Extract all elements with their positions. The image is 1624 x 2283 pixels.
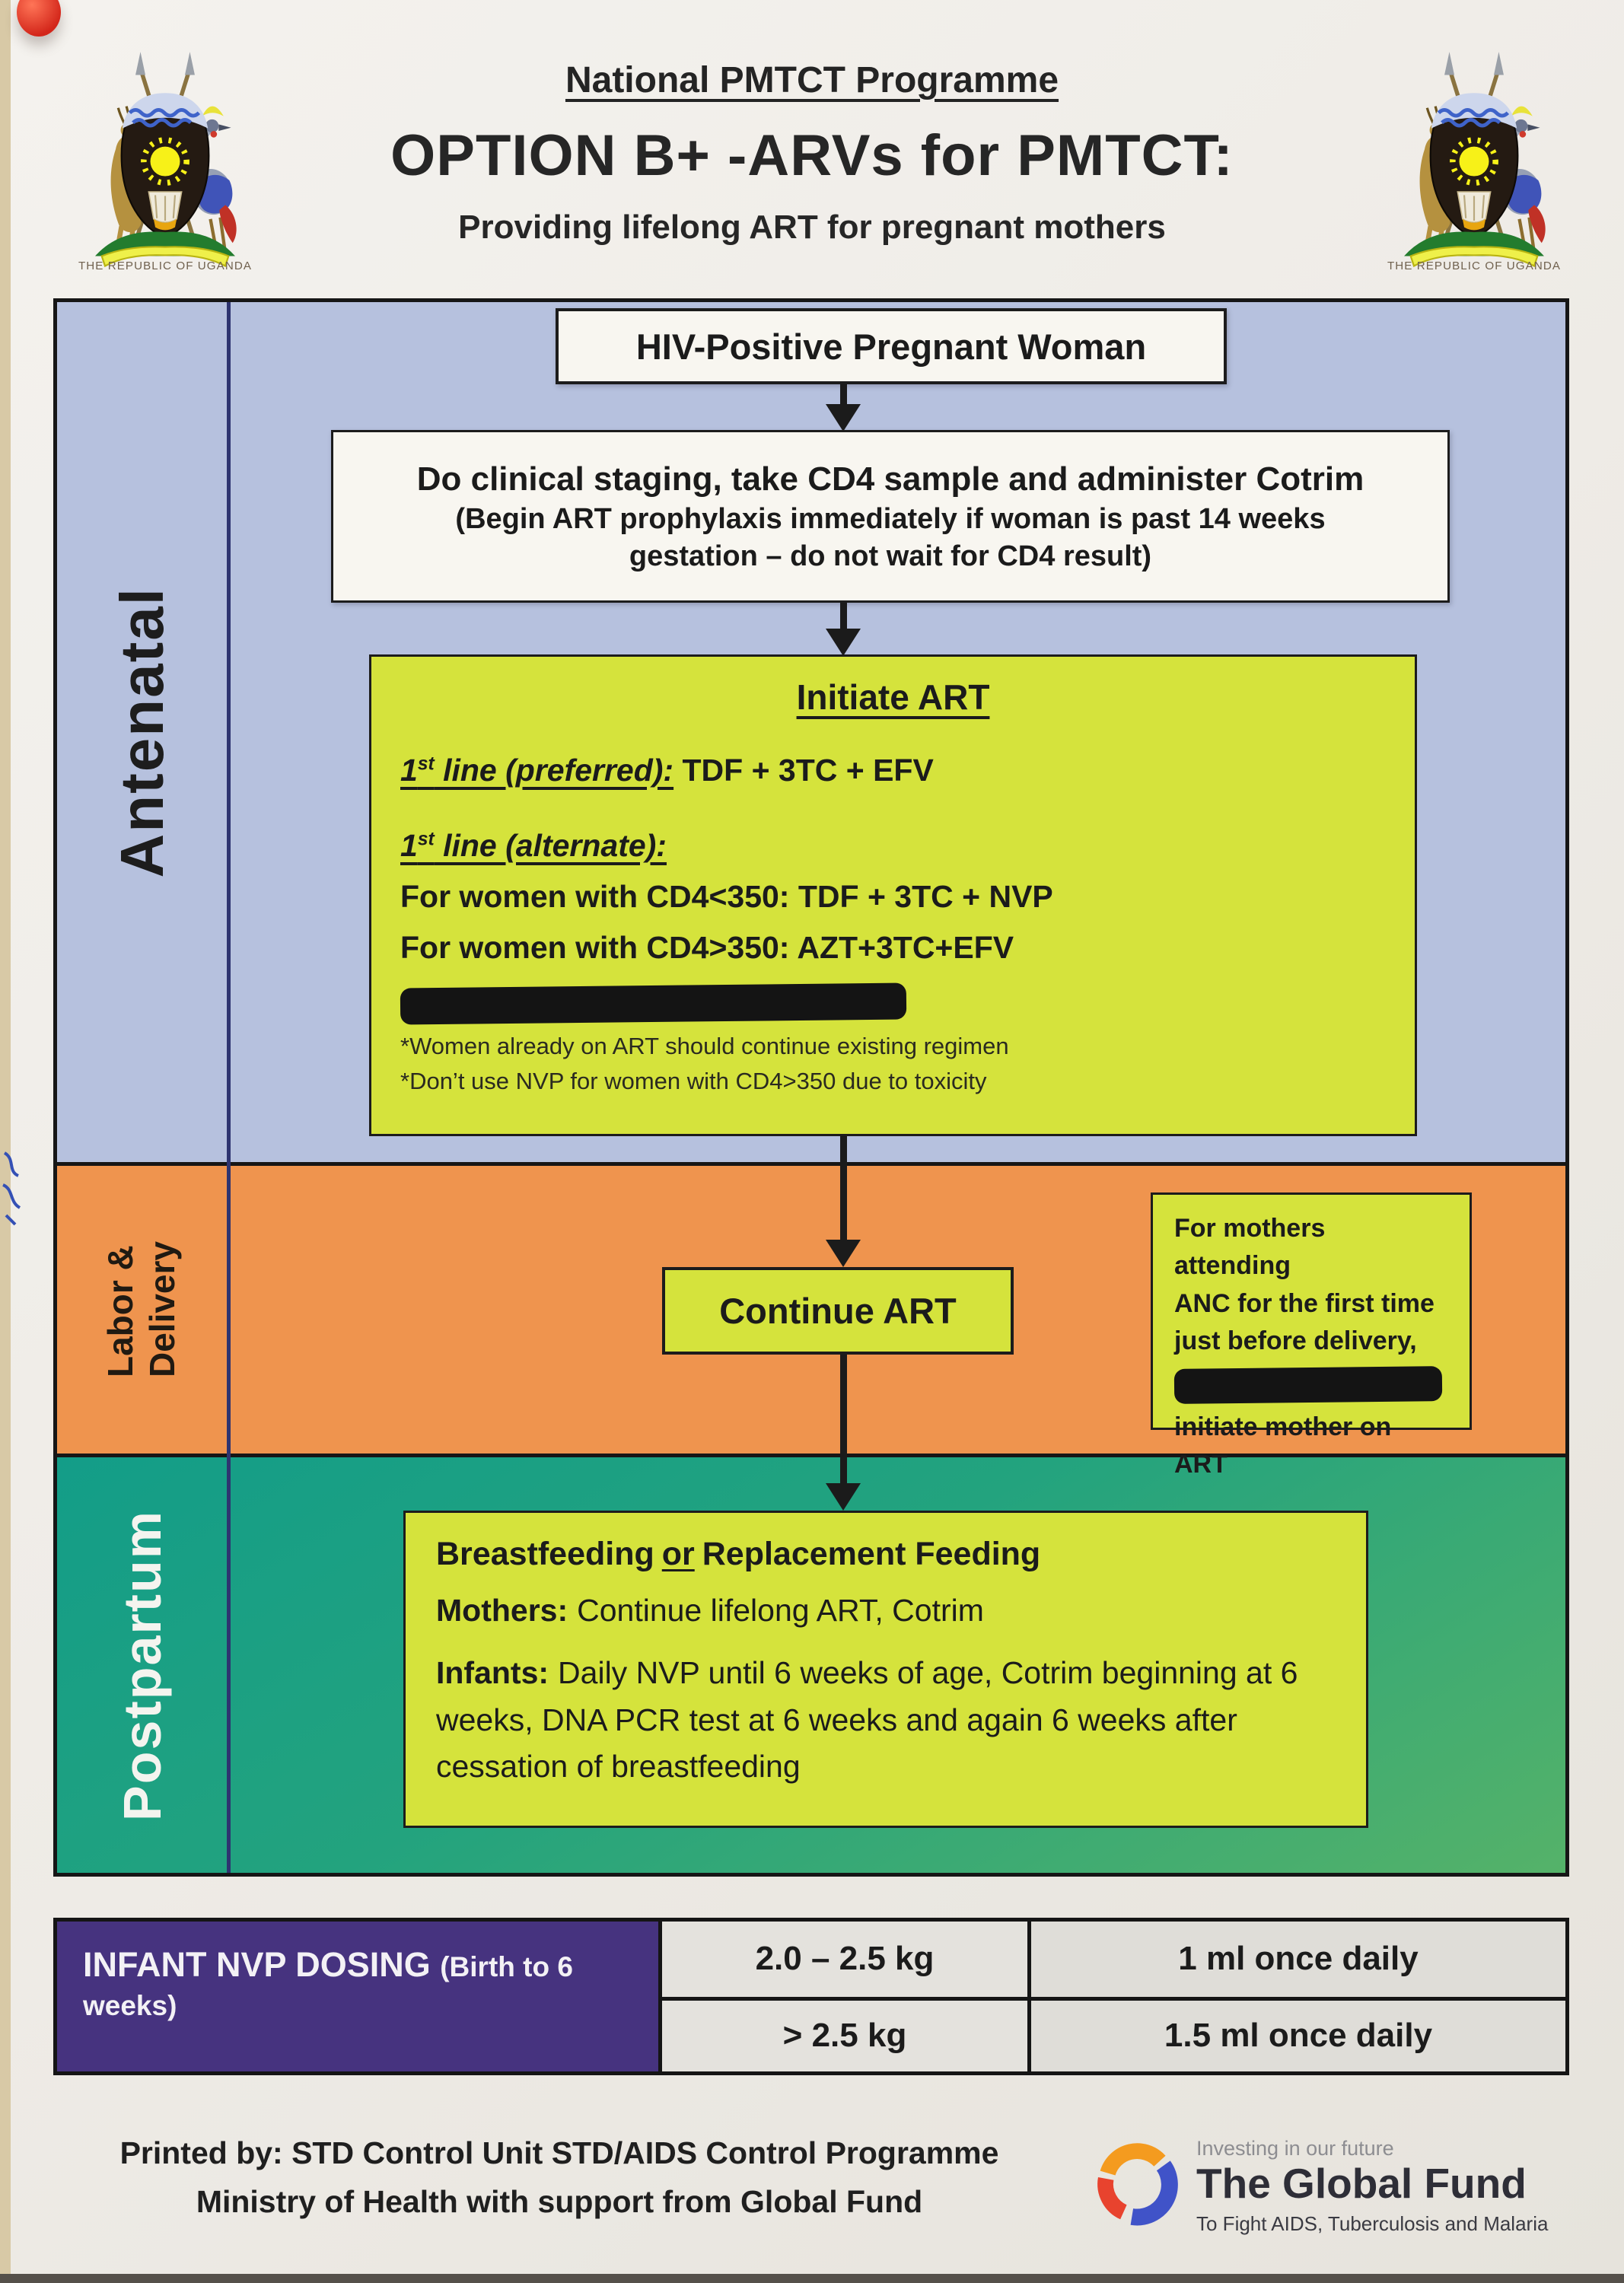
- poster-header: [0, 0, 1624, 298]
- side-box-line3: just before delivery,: [1174, 1326, 1417, 1355]
- weight-cell: > 2.5 kg: [658, 1997, 1027, 2072]
- programme-title: National PMTCT Programme: [565, 60, 1059, 100]
- poster-footer: [0, 2129, 1624, 2236]
- infants-label: Infants:: [436, 1655, 549, 1690]
- first-line-preferred: [400, 753, 1386, 788]
- ordinal-suffix: st: [417, 829, 435, 850]
- flow-arrow-4: [826, 1355, 861, 1511]
- feeding-title-part2: Replacement Feeding: [702, 1536, 1041, 1572]
- emblem-caption: THE REPUBLIC OF UGANDA: [78, 259, 253, 271]
- photo-edge-bottom: [0, 2274, 1624, 2283]
- mothers-label: Mothers:: [436, 1593, 568, 1628]
- preferred-regimen: TDF + 3TC + EFV: [682, 753, 934, 788]
- antenatal-label-column: [57, 302, 227, 1162]
- continue-art-box: [662, 1267, 1014, 1355]
- postpartum-label-column: [57, 1457, 227, 1873]
- flowchart: [53, 298, 1569, 1877]
- photo-edge-left: [0, 0, 11, 2283]
- redacted-text-bar: [1174, 1366, 1442, 1404]
- labor-label-line2: Delivery: [142, 1241, 183, 1378]
- ordinal-number: 1: [400, 753, 418, 788]
- side-box-line2: ANC for the first time: [1174, 1288, 1435, 1318]
- dosing-header-paren: (Birth to 6 weeks): [83, 1951, 573, 2021]
- labor-delivery-label: [100, 1241, 183, 1377]
- printed-by-text: [53, 2129, 1065, 2226]
- global-fund-subtitle: To Fight AIDS, Tuberculosis and Malaria: [1196, 2211, 1549, 2235]
- global-fund-icon: [1088, 2137, 1181, 2230]
- infants-text: Daily NVP until 6 weeks of age, Cotrim beginning at 6 weeks, DNA PCR test at 6 weeks and again 6 weeks after cessation of breastfeeding: [436, 1655, 1298, 1784]
- dose-cell: 1.5 ml once daily: [1027, 1997, 1565, 2072]
- staging-line1: Do clinical staging, take CD4 sample and administer Cotrim: [416, 460, 1364, 498]
- infant-nvp-dosing-table: [53, 1918, 1569, 2075]
- flow-arrow-1: [826, 384, 861, 431]
- uganda-coat-of-arms: [1379, 50, 1569, 271]
- global-fund-tagline: Investing in our future: [1196, 2137, 1394, 2160]
- printed-line1: Printed by: STD Control Unit STD/AIDS Control Programme: [119, 2135, 999, 2170]
- side-box-line1: For mothers attending: [1174, 1214, 1326, 1281]
- continue-art-text: Continue ART: [719, 1291, 957, 1331]
- labor-label-line1: Labor &: [100, 1245, 141, 1378]
- preferred-label: line (preferred):: [434, 753, 674, 788]
- ordinal-number: 1: [400, 828, 418, 863]
- page-subtitle: Providing lifelong ART for pregnant mothers: [458, 209, 1166, 246]
- postpartum-label: Postpartum: [112, 1509, 172, 1821]
- clinical-staging-box: [331, 430, 1450, 603]
- dose-cell: 1 ml once daily: [1027, 1922, 1565, 1997]
- label-column-divider: [227, 302, 231, 1873]
- side-box-line4: initiate mother on ART: [1174, 1412, 1392, 1479]
- dosing-header-main: INFANT NVP DOSING: [83, 1945, 441, 1984]
- antenatal-label: Antenatal: [107, 586, 176, 878]
- pen-scribble: [0, 1145, 33, 1229]
- anc-late-attendance-box: [1151, 1192, 1472, 1479]
- flow-arrow-3: [826, 1136, 861, 1267]
- global-fund-name: The Global Fund: [1196, 2160, 1527, 2207]
- redacted-text-bar: [400, 983, 906, 1025]
- flow-arrow-2: [826, 603, 861, 656]
- initiate-art-title: Initiate ART: [796, 677, 990, 717]
- hiv-box-text: HIV-Positive Pregnant Woman: [635, 326, 1147, 367]
- first-line-alternate: [400, 828, 1386, 864]
- footnote-existing-regimen: *Women already on ART should continue existing regimen: [400, 1033, 1009, 1059]
- emblem-caption: THE REPUBLIC OF UGANDA: [1387, 259, 1562, 271]
- dosing-table-header-cell: [57, 1922, 658, 2071]
- alternate-regimen-low-cd4: For women with CD4<350: TDF + 3TC + NVP: [400, 879, 1053, 914]
- printed-line2: Ministry of Health with support from Global Fund: [196, 2183, 923, 2219]
- labor-label-column: [57, 1166, 227, 1454]
- ordinal-suffix: st: [417, 753, 435, 775]
- feeding-title-part1: Breastfeeding: [436, 1536, 654, 1572]
- mothers-instruction: [436, 1593, 1336, 1629]
- global-fund-logo: [1088, 2137, 1548, 2236]
- breastfeeding-box: [403, 1511, 1368, 1828]
- footnote-nvp-toxicity: *Don’t use NVP for women with CD4>350 due to toxicity: [400, 1068, 987, 1094]
- hiv-positive-pregnant-woman-box: [556, 308, 1227, 384]
- alternate-regimen-high-cd4: For women with CD4>350: AZT+3TC+EFV: [400, 930, 1014, 965]
- alternate-label: line (alternate):: [434, 828, 667, 863]
- initiate-art-box: [369, 654, 1417, 1136]
- staging-line2: (Begin ART prophylaxis immediately if woman is past 14 weeks: [455, 502, 1326, 535]
- feeding-title-or: or: [661, 1536, 695, 1572]
- page-title: OPTION B+ -ARVs for PMTCT:: [390, 123, 1234, 188]
- infants-instruction: [436, 1650, 1336, 1791]
- feeding-title: [436, 1536, 1336, 1573]
- weight-cell: 2.0 – 2.5 kg: [658, 1922, 1027, 1997]
- mothers-text: Continue lifelong ART, Cotrim: [577, 1593, 984, 1628]
- global-fund-text: [1196, 2137, 1548, 2236]
- staging-line3: gestation – do not wait for CD4 result): [629, 540, 1152, 572]
